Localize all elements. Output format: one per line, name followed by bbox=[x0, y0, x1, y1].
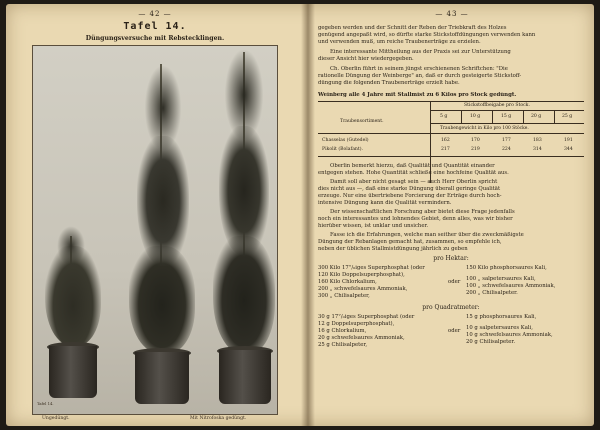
vine-foliage bbox=[137, 136, 189, 266]
sqm-item: 15 g phosphorsaures Kali, bbox=[466, 314, 537, 320]
flower-pot bbox=[219, 350, 271, 404]
vine-foliage bbox=[57, 226, 85, 266]
hectare-item: 100 „ schwefelsaures Ammoniak, bbox=[466, 283, 556, 289]
table-column-header: 20 g bbox=[531, 114, 542, 119]
body-text-line: gegeben werden und der Schnitt der Reben der Triebkraft des Holzes bbox=[318, 25, 507, 31]
sqm-item: 10 g schwefelsaures Ammoniak, bbox=[466, 332, 553, 338]
body-text-line: Oberlin bemerkt hierzu, daß Qualität und Quantität einander bbox=[330, 163, 495, 169]
body-text-line: Düngung der Rebanlagen gemacht hat, zusammen, so empfehle ich, bbox=[318, 239, 502, 245]
caption-fertilized: Mit Nitrofoska gedüngt. bbox=[190, 416, 247, 421]
table-group-header: Stickstoffbeigabe pro Stock. bbox=[464, 103, 530, 108]
sqm-item: 25 g Chilisalpeter, bbox=[318, 342, 368, 348]
hectare-heading: pro Hektar: bbox=[433, 255, 469, 262]
table-cell: 314 bbox=[533, 147, 542, 152]
sqm-item: 16 g Chlorkalium, bbox=[318, 328, 367, 334]
table-cell: 170 bbox=[471, 138, 480, 143]
hectare-item: 120 Kilo Doppelsuperphosphat), bbox=[318, 272, 405, 278]
table-cell: 219 bbox=[471, 147, 480, 152]
body-text-line: Ch. Oberlin führt in seinem jüngst erschienenen Schriftchen: "Die bbox=[330, 66, 508, 72]
sqm-item: 10 g salpetersaures Kali, bbox=[466, 325, 533, 331]
hectare-item: 200 „ Chilisalpeter. bbox=[466, 290, 518, 296]
body-text-line: Fasse ich die Erfahrungen, welche man seither über die zweckmäßigste bbox=[330, 232, 524, 238]
plate-mark: Tafel 14. bbox=[37, 401, 54, 406]
plate-photograph bbox=[32, 45, 278, 415]
hectare-item: 300 „ Chilisalpeter, bbox=[318, 293, 370, 299]
body-text-line: und verwenden muß, um reiche Traubenerträge zu erzielen. bbox=[318, 39, 481, 45]
table-rule bbox=[318, 156, 584, 157]
table-column-header: 5 g bbox=[440, 114, 448, 119]
hectare-item: 200 „ schwefelsaures Ammoniak, bbox=[318, 286, 408, 292]
oder-label: oder bbox=[448, 279, 461, 285]
book-spread bbox=[6, 4, 594, 426]
table-divider bbox=[523, 110, 524, 123]
table-cell: 344 bbox=[564, 147, 573, 152]
sqm-item: 30 g 17°/₀iges Superphosphat (oder bbox=[318, 314, 415, 320]
table-rule bbox=[430, 123, 584, 124]
table-divider bbox=[554, 110, 555, 123]
vine-foliage bbox=[225, 50, 263, 140]
sqm-item: 20 g Chilisalpeter. bbox=[466, 339, 516, 345]
sqm-item: 20 g schwefelsaures Ammoniak, bbox=[318, 335, 405, 341]
body-text-line: genügend angepaßt wird, so dürfte starke Stickstoffdüngungen verwenden kann bbox=[318, 32, 536, 38]
flower-pot bbox=[49, 346, 97, 398]
hectare-item: 300 Kilo 17°/₀iges Superphosphat (oder bbox=[318, 265, 425, 271]
table-rule bbox=[318, 133, 584, 134]
table-cell: 217 bbox=[441, 147, 450, 152]
table-row-label: Chasselas (Gutedel) bbox=[322, 138, 369, 143]
vine-foliage bbox=[219, 126, 269, 256]
table-cell: 177 bbox=[502, 138, 511, 143]
page-number-left: — 42 — bbox=[138, 10, 172, 18]
body-text-line: Damit soll aber nicht gesagt sein — auch Herr Oberlin spricht bbox=[330, 179, 498, 185]
plate-title: Tafel 14. bbox=[123, 21, 187, 32]
hectare-item: 100 „ salpetersaures Kali, bbox=[466, 276, 536, 282]
sqm-heading: pro Quadratmeter: bbox=[422, 304, 480, 311]
plate-subtitle: Düngungsversuche mit Rebstecklingen. bbox=[85, 35, 225, 42]
table-row-label: Pikolit (Bolafant). bbox=[322, 147, 363, 152]
table-row-header: Traubensortiment. bbox=[340, 119, 384, 124]
sqm-item: 12 g Doppelsuperphosphat), bbox=[318, 321, 395, 327]
table-rule bbox=[318, 101, 584, 102]
table-cell: 224 bbox=[502, 147, 511, 152]
caption-unfertilized: Ungedüngt. bbox=[42, 416, 70, 421]
body-text-line: entgegen stehen. Hohe Quantität schließe eine hochfeine Qualität aus. bbox=[318, 170, 509, 176]
table-unit-row: Traubengewicht in Kilo pro 100 Stöcke. bbox=[440, 126, 529, 131]
left-page bbox=[6, 4, 304, 426]
hectare-item: 160 Kilo Chlorkalium, bbox=[318, 279, 377, 285]
body-text-line: erzeuge. Nur eine übertriebene Forcierung der Erträge durch hoch- bbox=[318, 193, 502, 199]
table-cell: 183 bbox=[533, 138, 542, 143]
body-text-line: düngung die folgenden Traubenerträge erzielt habe. bbox=[318, 80, 460, 86]
body-text-line: dies nicht aus —, daß eine starke Düngung überall geringe Qualität bbox=[318, 186, 501, 192]
body-text-line: Eine interessante Mittheilung aus der Praxis sei zur Unterstützung bbox=[330, 49, 511, 55]
table-column-header: 10 g bbox=[470, 114, 481, 119]
oder-label: oder bbox=[448, 328, 461, 334]
vine-foliage bbox=[145, 66, 181, 150]
flower-pot bbox=[135, 352, 189, 404]
table-divider bbox=[461, 110, 462, 123]
table-rule bbox=[430, 110, 584, 111]
table-cell: 162 bbox=[441, 138, 450, 143]
table-heading: Weinberg alle 4 Jahre mit Stallmist zu 6 Kilos pro Stock gedüngt. bbox=[318, 92, 517, 98]
body-text-line: rationelle Düngung der Weinberge" an, daß er durch gesteigerte Stickstoff- bbox=[318, 73, 522, 79]
table-divider bbox=[492, 110, 493, 123]
right-page bbox=[310, 4, 594, 426]
table-column-header: 25 g bbox=[562, 114, 573, 119]
table-column-header: 15 g bbox=[501, 114, 512, 119]
page-number-right: — 43 — bbox=[435, 10, 469, 18]
body-text-line: neben der üblichen Stallmistdüngung jährlich zu geben bbox=[318, 246, 468, 252]
body-text-line: intensive Düngung kann die Qualität vermindern. bbox=[318, 200, 452, 206]
body-text-line: noch ein interessantes und lohnendes Gebiet, denn alles, was wir bisher bbox=[318, 216, 513, 222]
body-text-line: hierüber wissen, ist unklar und unsicher. bbox=[318, 223, 429, 229]
body-text-line: Der wissenschaftlichen Forschung aber bietet diese Frage jedenfalls bbox=[330, 209, 515, 215]
body-text-line: dieser Ansicht hier wiedergegeben. bbox=[318, 56, 414, 62]
table-cell: 191 bbox=[564, 138, 573, 143]
hectare-item: 150 Kilo phosphorsaures Kali, bbox=[466, 265, 547, 271]
